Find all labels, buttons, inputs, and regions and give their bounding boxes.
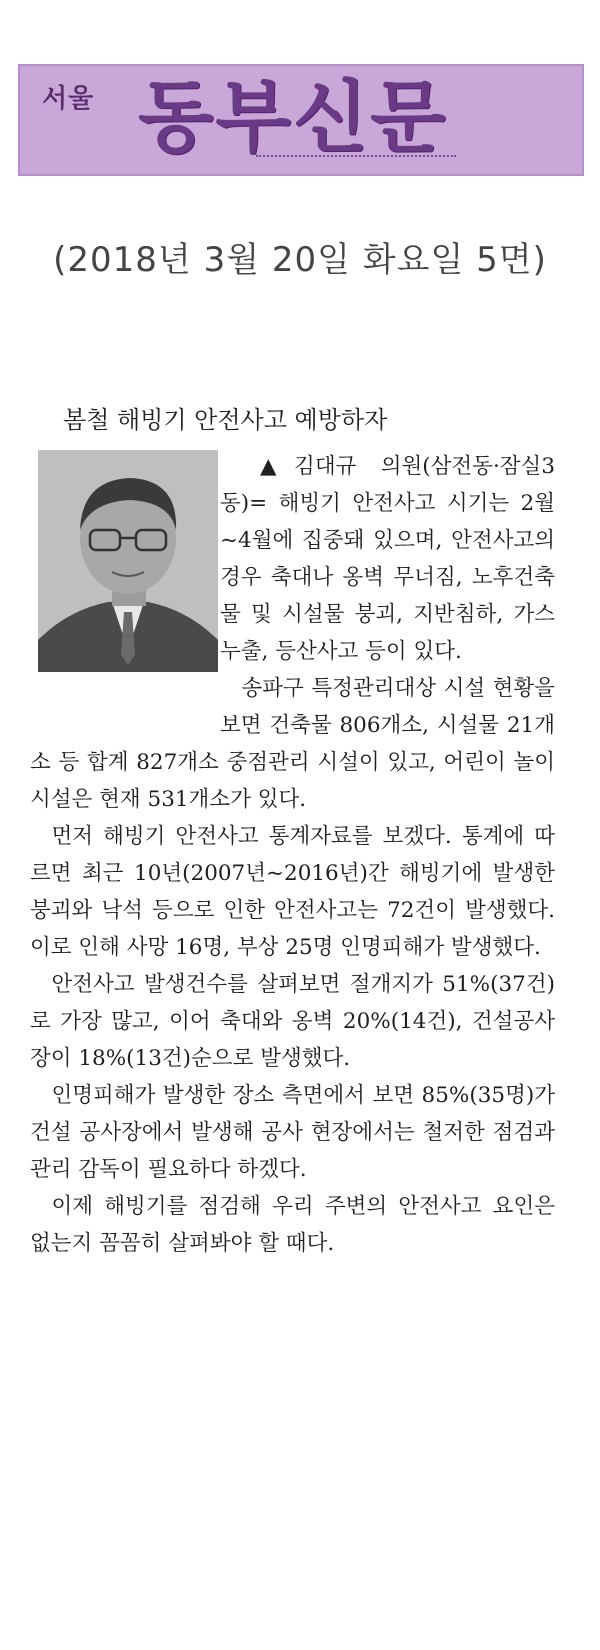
article-paragraph: 안전사고 발생건수를 살펴보면 절개지가 51%(37건)로 가장 많고, 이어 축대와 옹벽 20%(14건), 건설공사장이 18%(13건)순으로 발생했다. [30,972,555,1071]
newspaper-masthead [18,64,584,176]
photo-spacer [30,448,220,714]
article-paragraph-text: 해빙기 안전사고 시기는 2월~4월에 집중돼 있으며, 안전사고의 경우 축대나 옹벽 무너짐, 노후건축물 및 시설물 붕괴, 지반침하, 가스누출, 등산사고 등이 있다. [220,491,555,664]
article-paragraph: 인명피해가 발생한 장소 측면에서 보면 85%(35명)가 건설 공사장에서 발생해 공사 현장에서는 철저한 점검과 관리 감독이 필요하다 하겠다. [30,1083,555,1182]
article-paragraph: 송파구 특정관리대상 시설 현황을 보면 건축물 806개소, 시설물 21개소 등 합계 827개소 중점관리 시설이 있고, 어린이 놀이시설은 현재 531개소가 있다. [30,676,555,812]
masthead-url-line [256,155,456,163]
article-paragraph: 이제 해빙기를 점검해 우리 주변의 안전사고 요인은 없는지 꼼꼼히 살펴봐야 할 때다. [30,1194,555,1256]
article-paragraph: 먼저 해빙기 안전사고 통계자료를 보겠다. 통계에 따르면 최근 10년(2007년~2016년)간 해빙기에 발생한 붕괴와 낙석 등으로 인한 안전사고는 72건이 발생했다. 이로 인해 사망 16명, 부상 25명 인명피해가 발생했다. [30,824,555,960]
masthead-newspaper-name: 동부신문 [138,72,448,163]
publication-dateline: (2018년 3월 20일 화요일 5면) [53,240,547,280]
article-title: 봄철 해빙기 안전사고 예방하자 [63,406,388,434]
masthead-region-label: 서울 [42,84,95,114]
article-byline: ▲김대규 의원(삼전동·잠실3동)= [220,454,555,516]
article-body [30,448,555,1262]
